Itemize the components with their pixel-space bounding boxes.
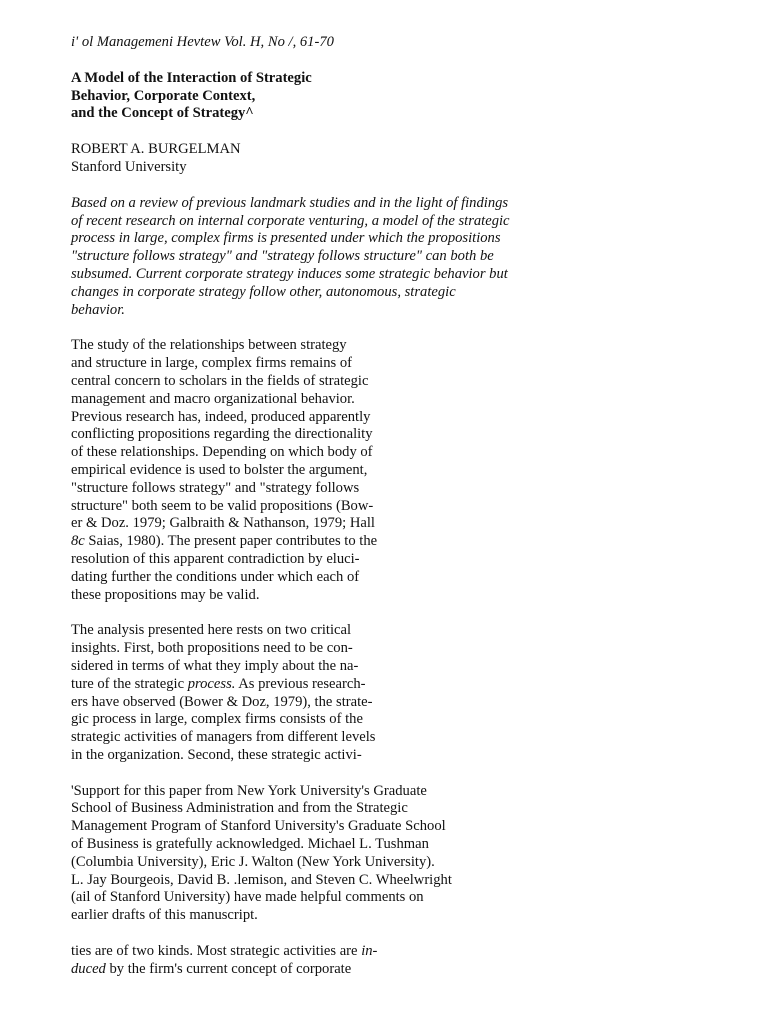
body-line: The study of the relationships between strategy	[71, 337, 347, 354]
journal-header-text: i' ol Managemeni Hevtew Vol. H, No /, 61-70	[71, 34, 334, 50]
abstract-line: subsumed. Current corporate strategy induces some strategic behavior but	[71, 265, 508, 282]
footnote-line: earlier drafts of this manuscript.	[71, 907, 258, 924]
body-line-text: Saias, 1980). The present paper contributes to the	[84, 533, 378, 550]
body-line: insights. First, both propositions need to be con-	[71, 640, 353, 657]
abstract-line: of recent research on internal corporate venturing, a model of the strategic	[71, 212, 510, 229]
body-paragraph-2	[71, 622, 751, 764]
footnote-line: L. Jay Bourgeois, David B. .lemison, and Steven C. Wheelwright	[71, 871, 452, 888]
abstract-line: "structure follows strategy" and "strategy follows structure" can both be	[71, 248, 494, 265]
body-line-text: by the firm's current concept of corporate	[105, 960, 352, 977]
body-line-text: ture of the strategic	[71, 675, 188, 692]
paper-page	[71, 34, 751, 979]
body-paragraph-1	[71, 337, 751, 604]
body-line: structure" both seem to be valid propositions (Bow-	[71, 497, 374, 514]
footnote-line: (Columbia University), Eric J. Walton (New York University).	[71, 853, 435, 870]
footnote-line: 'Support for this paper from New York University's Graduate	[71, 782, 427, 799]
body-line: ers have observed (Bower & Doz, 1979), the strate-	[71, 693, 373, 710]
abstract-line: Based on a review of previous landmark studies and in the light of findings	[71, 194, 509, 211]
body-line: these propositions may be valid.	[71, 586, 260, 603]
body-line	[71, 676, 751, 694]
title-line: and the Concept of Strategy^	[71, 105, 254, 122]
author-affiliation: Stanford University	[71, 158, 187, 175]
body-line: sidered in terms of what they imply about the na-	[71, 657, 359, 674]
body-line: conflicting propositions regarding the directionality	[71, 426, 373, 443]
body-line: strategic activities of managers from different levels	[71, 729, 376, 746]
body-line-text: As previous research-	[235, 675, 366, 692]
body-line-text: ties are of two kinds. Most strategic activities are	[71, 943, 362, 960]
body-line: resolution of this apparent contradiction by eluci-	[71, 550, 360, 567]
body-line: "structure follows strategy" and "strategy follows	[71, 479, 360, 496]
body-paragraph-continuation	[71, 943, 751, 979]
footnote-line: School of Business Administration and from the Strategic	[71, 800, 408, 817]
body-line: gic process in large, complex firms consists of the	[71, 711, 363, 728]
body-line	[71, 961, 751, 979]
body-line: dating further the conditions under which each of	[71, 568, 360, 585]
body-line: empirical evidence is used to bolster the argument,	[71, 461, 368, 478]
paper-title	[71, 70, 751, 123]
footnote-line: (ail of Stanford University) have made helpful comments on	[71, 889, 424, 906]
footnote-line: of Business is gratefully acknowledged. Michael L. Tushman	[71, 836, 429, 853]
abstract-line: behavior.	[71, 301, 125, 318]
emphasis-text: in-	[361, 943, 378, 960]
abstract-line: changes in corporate strategy follow other, autonomous, strategic	[71, 283, 456, 300]
abstract-line: process in large, complex firms is presented under which the propositions	[71, 230, 501, 247]
journal-header	[71, 34, 751, 52]
body-line: central concern to scholars in the fields of strategic	[71, 372, 369, 389]
author-block	[71, 141, 751, 177]
body-line: The analysis presented here rests on two critical	[71, 622, 352, 639]
body-line	[71, 943, 751, 961]
body-line	[71, 533, 751, 551]
footnote	[71, 783, 751, 925]
body-line: of these relationships. Depending on which body of	[71, 444, 373, 461]
author-name: ROBERT A. BURGELMAN	[71, 141, 241, 158]
abstract	[71, 195, 751, 320]
ampersand-glyph: 8c	[71, 533, 85, 550]
body-line: er & Doz. 1979; Galbraith & Nathanson, 1979; Hall	[71, 515, 375, 532]
emphasis-text: duced	[71, 960, 106, 977]
body-line: in the organization. Second, these strategic activi-	[71, 746, 362, 763]
title-line: A Model of the Interaction of Strategic	[71, 69, 312, 86]
body-line: and structure in large, complex firms remains of	[71, 355, 352, 372]
emphasis-text: process.	[187, 675, 236, 692]
body-line: Previous research has, indeed, produced apparently	[71, 408, 371, 425]
title-line: Behavior, Corporate Context,	[71, 87, 256, 104]
body-line: management and macro organizational behavior.	[71, 390, 355, 407]
footnote-line: Management Program of Stanford University's Graduate School	[71, 818, 446, 835]
